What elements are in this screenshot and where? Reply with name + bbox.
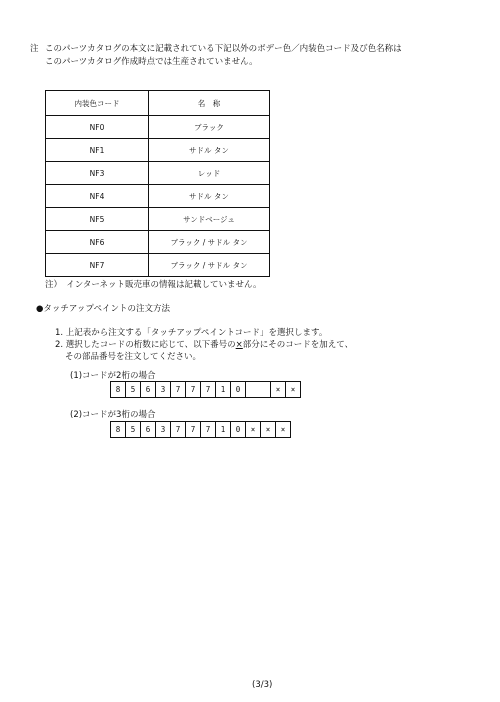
part-number-cell: × — [246, 422, 261, 437]
section-title-order-method: ●タッチアップペイントの注文方法 — [36, 304, 170, 314]
color-code-cell: NF0 — [46, 116, 149, 139]
part-number-cell: 7 — [171, 382, 186, 397]
part-number-cell: 6 — [141, 422, 156, 437]
step-2-text-line-2: その部品番号を注文してください。 — [65, 352, 202, 362]
color-name-cell: サドル タン — [149, 139, 270, 162]
color-name-cell: ブラック — [149, 116, 270, 139]
color-name-cell: サンドベージュ — [149, 208, 270, 231]
note-text-line-1: このパーツカタログの本文に記載されている下記以外のボデー色／内装色コード及び色名称は — [45, 44, 402, 54]
note-label: 注 — [30, 44, 39, 54]
color-code-cell: NF1 — [46, 139, 149, 162]
part-number-cell: × — [280, 425, 286, 434]
part-number-cell — [246, 382, 271, 397]
step-2-text-b: 部分にそのコードを加えて、 — [242, 340, 354, 350]
color-code-cell: NF7 — [46, 254, 149, 277]
part-number-cell: × — [290, 385, 296, 394]
color-name-cell: レッド — [149, 162, 270, 185]
color-name-cell: ブラック / サドル タン — [149, 254, 270, 277]
table-row — [46, 185, 270, 208]
step-1-text: 1. 上記表から注文する「タッチアップペイントコード」を選択します。 — [55, 328, 328, 338]
color-name-cell: ブラック / サドル タン — [149, 231, 270, 254]
part-number-cell: 7 — [201, 382, 216, 397]
color-code-cell: NF4 — [46, 185, 149, 208]
table-row — [46, 139, 270, 162]
table-row — [46, 231, 270, 254]
interior-color-table — [45, 90, 270, 277]
part-number-cell: 8 — [111, 422, 126, 437]
header-name: 名 称 — [149, 91, 270, 116]
part-number-cell: 5 — [126, 382, 141, 397]
part-number-cell: 7 — [201, 422, 216, 437]
case-2-label: (2)コードが3桁の場合 — [70, 410, 156, 420]
part-number-cell: 0 — [231, 382, 246, 397]
header-interior-color-code: 内装色コード — [46, 91, 149, 116]
part-number-cell: 1 — [216, 382, 231, 397]
part-number-cell: × — [261, 422, 276, 437]
internet-sales-note: 注） インターネット販売車の情報は記載していません。 — [45, 280, 262, 290]
table-row — [46, 162, 270, 185]
case-1-label: (1)コードが2桁の場合 — [70, 371, 156, 381]
part-number-boxes-2-digit — [110, 381, 301, 398]
part-number-cell: 7 — [186, 382, 201, 397]
part-number-cell: 3 — [156, 422, 171, 437]
part-number-cell: 7 — [186, 422, 201, 437]
step-2-text — [55, 338, 353, 350]
table-row — [46, 254, 270, 277]
x-mark: × — [235, 340, 243, 350]
part-number-cell: 5 — [126, 422, 141, 437]
part-number-cell: 7 — [171, 422, 186, 437]
color-name-cell: サドル タン — [149, 185, 270, 208]
part-number-cell: × — [271, 382, 286, 397]
step-2-text-a: 2. 選択したコードの桁数に応じて、以下番号の — [55, 340, 236, 350]
part-number-cell: 8 — [111, 382, 126, 397]
page-number: (3/3) — [252, 680, 273, 690]
color-code-cell: NF3 — [46, 162, 149, 185]
color-code-cell: NF5 — [46, 208, 149, 231]
part-number-cell: 3 — [156, 382, 171, 397]
part-number-cell: 1 — [216, 422, 231, 437]
color-code-cell: NF6 — [46, 231, 149, 254]
table-row — [46, 116, 270, 139]
part-number-cell: 0 — [231, 422, 246, 437]
note-text-line-2: このパーツカタログ作成時点では生産されていません。 — [45, 57, 258, 67]
part-number-cell: 6 — [141, 382, 156, 397]
table-row — [46, 208, 270, 231]
part-number-boxes-3-digit — [110, 421, 291, 438]
table-header-row — [46, 91, 270, 116]
